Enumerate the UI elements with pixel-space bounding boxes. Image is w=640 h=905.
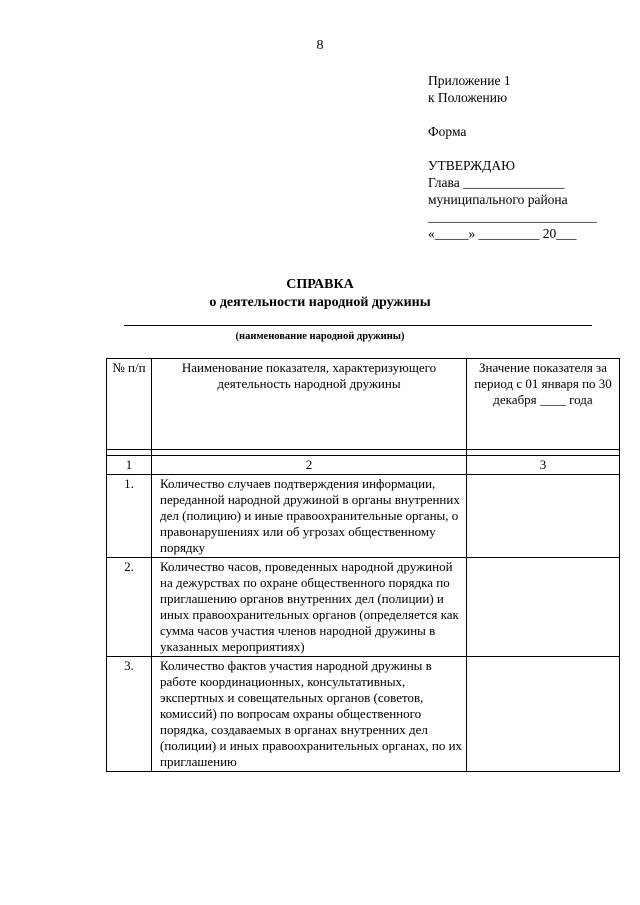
header-value: Значение показателя за период с 01 января по 30 декабря ____ года: [467, 359, 620, 450]
org-name-caption: (наименование народной дружины): [235, 331, 405, 342]
indicators-table: [106, 358, 620, 772]
header-indicator: Наименование показателя, характеризующего деятельность народной дружины: [152, 359, 467, 450]
page-number: 8: [316, 38, 324, 53]
row-indicator-text: Количество фактов участия народной дружины в работе координационных, консультативных, экспертных и совещательных органов (советов, комиссий) по вопросам охраны общественного порядка, создаваемых в органах внутренних дел (полиции) и иных правоохранительных органах, по их приглашению: [152, 657, 467, 772]
row-value-cell[interactable]: [467, 657, 620, 772]
head-line: Глава _______________: [428, 175, 565, 190]
col-number-1: 1: [107, 456, 152, 475]
row-value-cell[interactable]: [467, 475, 620, 558]
appendix-line-1: Приложение 1: [428, 73, 511, 88]
district-line: муниципального района: [428, 192, 568, 207]
row-num: 2.: [107, 558, 152, 657]
document-subtitle: о деятельности народной дружины: [209, 295, 431, 310]
row-indicator-text: Количество часов, проведенных народной дружиной на дежурствах по охране общественного порядка по приглашению органов внутренних дел (полиции) и иных правоохранительных органов (определяется как сумма часов участия членов народной дружины в указанных мероприятиях): [152, 558, 467, 657]
signature-line: _________________________: [428, 209, 597, 224]
row-num: 1.: [107, 475, 152, 558]
header-num: № п/п: [107, 359, 152, 450]
column-number-row: [107, 456, 620, 475]
table-row: [107, 558, 620, 657]
document-title: СПРАВКА: [286, 277, 354, 292]
row-indicator-text: Количество случаев подтверждения информации, переданной народной дружиной в органы внутренних дел (полицию) и иные правоохранительные органы, о правонарушениях или об угрозах общественному порядку: [152, 475, 467, 558]
form-label: Форма: [428, 124, 467, 139]
row-value-cell[interactable]: [467, 558, 620, 657]
date-line: «_____» _________ 20___: [428, 226, 577, 241]
table-row: [107, 657, 620, 772]
row-num: 3.: [107, 657, 152, 772]
col-number-2: 2: [152, 456, 467, 475]
table-header-row: [107, 359, 620, 450]
org-name-underline: [124, 325, 592, 326]
col-number-3: 3: [467, 456, 620, 475]
approval-block: [428, 72, 597, 242]
document-title-block: [0, 276, 640, 312]
table-row: [107, 475, 620, 558]
appendix-line-2: к Положению: [428, 90, 508, 105]
approve-label: УТВЕРЖДАЮ: [428, 158, 516, 173]
